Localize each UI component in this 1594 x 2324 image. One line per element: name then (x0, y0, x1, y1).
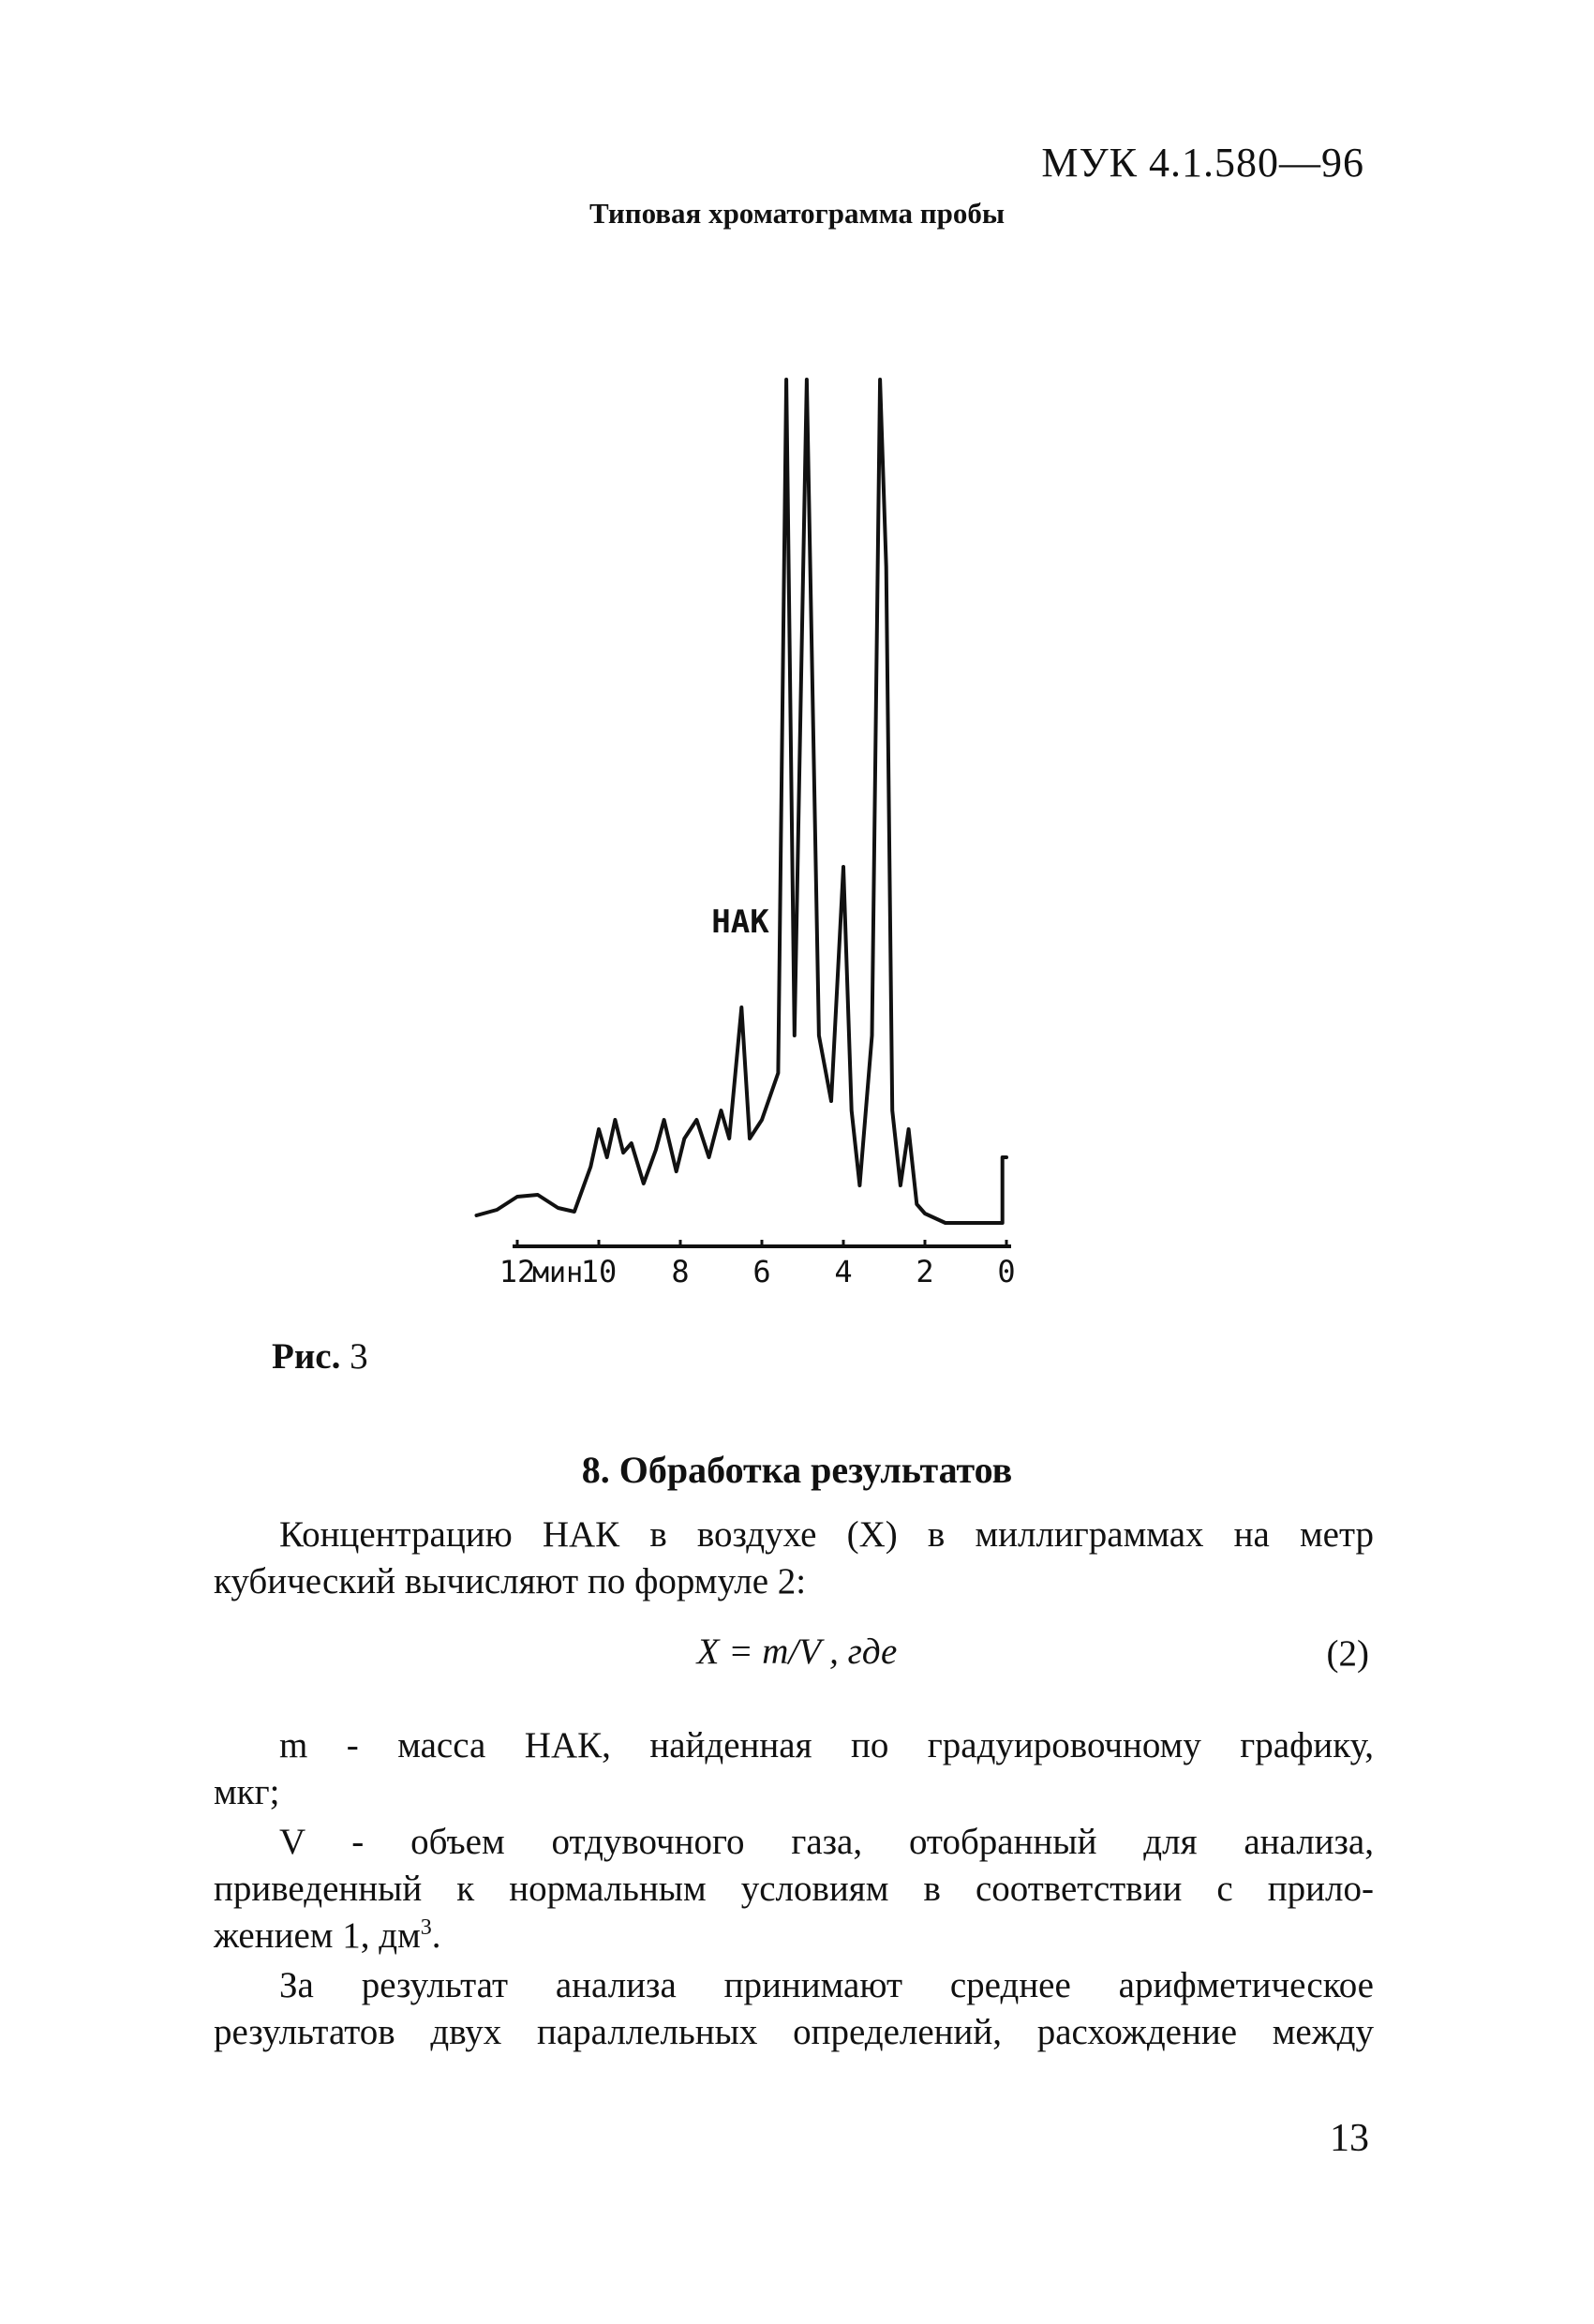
time-axis-tick-label: 8 (671, 1254, 690, 1289)
cubic-superscript: 3 (420, 1915, 432, 1940)
time-axis-tick-label: 4 (834, 1254, 853, 1289)
v-definition-line-3-text: жением 1, дм (214, 1915, 421, 1956)
time-axis-unit-label: мин (532, 1257, 584, 1289)
time-axis-tick-label: 10 (580, 1254, 618, 1289)
v-definition-line-3-end: . (431, 1915, 441, 1956)
figure-caption-number: 3 (350, 1336, 368, 1377)
paragraph-1-line-1: Концентрацию НАК в воздухе (X) в миллиграммах на метр (279, 1514, 1374, 1555)
chromatogram-signal-line (477, 380, 1007, 1223)
nak-peak-label: НАК (711, 903, 769, 941)
section-heading: 8. Обработка результатов (581, 1449, 1013, 1491)
paragraph-2-line-1: За результат анализа принимают среднее арифметическое (279, 1965, 1374, 2005)
paragraph-2-line-2: результатов двух параллельных определений, расхождение между (214, 2012, 1374, 2052)
paragraph-1-line-2: кубический вычисляют по формуле 2: (214, 1561, 807, 1601)
formula-number: (2) (1326, 1633, 1369, 1674)
figure-title: Типовая хроматограмма пробы (588, 197, 1006, 230)
v-definition-line-1: V - объем отдувочного газа, отобранный для анализа, (279, 1822, 1374, 1862)
figure-caption (272, 1335, 368, 1378)
time-axis-tick-label: 6 (752, 1254, 771, 1289)
document-code: МУК 4.1.580—96 (1041, 140, 1364, 186)
time-axis-tick-label: 2 (916, 1254, 934, 1289)
figure-caption-prefix: Рис. (272, 1336, 341, 1377)
formula: X = m/V , где (696, 1631, 898, 1672)
time-axis-tick-label: 12 (499, 1254, 536, 1289)
page-number: 13 (1330, 2117, 1369, 2160)
v-definition-line-2: приведенный к нормальным условиям в соответствии с прило- (214, 1869, 1374, 1909)
v-definition-line-3 (214, 1913, 1374, 1959)
m-definition-line-1: m - масса НАК, найденная по градуировочному графику, (279, 1725, 1374, 1765)
m-definition-line-2: мкг; (214, 1772, 280, 1812)
time-axis-tick-label: 0 (997, 1254, 1016, 1289)
